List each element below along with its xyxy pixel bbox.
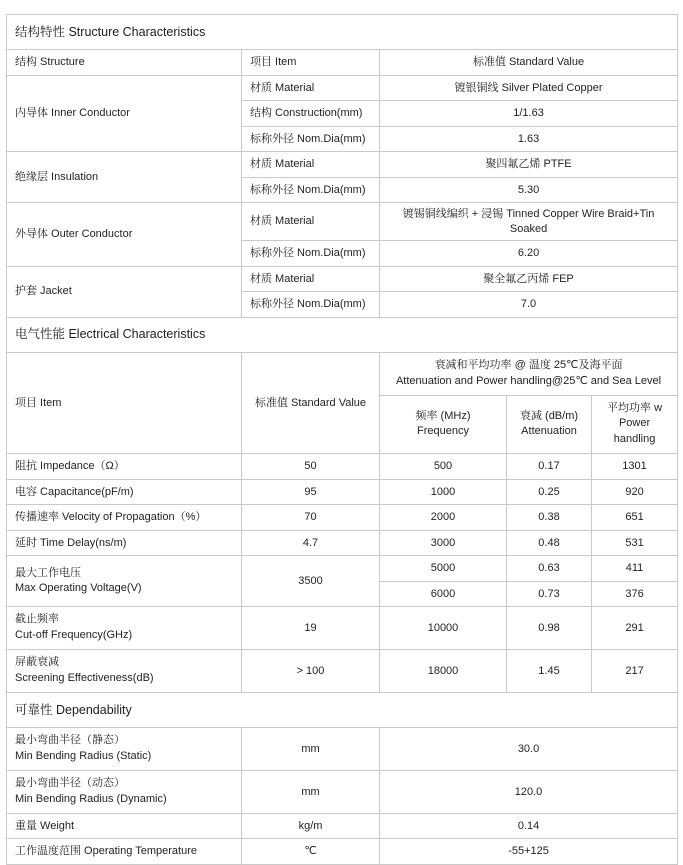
table-row: [7, 75, 678, 101]
power-value: 920: [592, 479, 678, 505]
electrical-item-value: 95: [242, 479, 380, 505]
item-label: 材质 Material: [242, 266, 380, 292]
item-label: 标称外径 Nom.Dia(mm): [242, 241, 380, 267]
power-value: 291: [592, 607, 678, 650]
frequency-value: 18000: [380, 650, 507, 693]
electrical-item-value: 4.7: [242, 530, 380, 556]
attenuation-value: 0.38: [507, 505, 592, 531]
electrical-item-value: 3500: [242, 556, 380, 607]
dependability-item-label: 工作温度范围 Operating Temperature: [7, 839, 242, 865]
item-value: 6.20: [380, 241, 678, 267]
electrical-item-value: > 100: [242, 650, 380, 693]
electrical-item-label-en: Screening Effectiveness(dB): [15, 672, 154, 685]
column-header-attenuation: [507, 395, 592, 454]
power-value: 651: [592, 505, 678, 531]
power-label-zh: 平均功率 w: [607, 401, 663, 414]
table-row: [7, 607, 678, 650]
table-row: [7, 556, 678, 582]
table-row: [7, 505, 678, 531]
attenuation-value: 0.98: [507, 607, 592, 650]
item-label: 结构 Construction(mm): [242, 101, 380, 127]
attenuation-value: 0.73: [507, 581, 592, 607]
table-row: [7, 530, 678, 556]
dependability-item-label: [7, 771, 242, 814]
section-header-row-dependability: [7, 693, 678, 728]
electrical-item-label: 延时 Time Delay(ns/m): [7, 530, 242, 556]
table-row: [7, 203, 678, 241]
dependability-item-label: [7, 728, 242, 771]
item-value: 5.30: [380, 177, 678, 203]
dependability-value: 120.0: [380, 771, 678, 814]
electrical-item-label: 电容 Capacitance(pF/m): [7, 479, 242, 505]
electrical-item-label-en: Cut-off Frequency(GHz): [15, 629, 133, 642]
dependability-label-en: Min Bending Radius (Static): [15, 750, 152, 763]
item-value: 镀锡铜线编织 + 浸锡 Tinned Copper Wire Braid+Tin Soaked: [380, 203, 678, 241]
table-row: [7, 479, 678, 505]
frequency-value: 3000: [380, 530, 507, 556]
section-title-structure: 结构特性 Structure Characteristics: [7, 15, 678, 50]
dependability-label-zh: 最小弯曲半径（动态）: [15, 777, 125, 790]
dependability-value: 0.14: [380, 813, 678, 839]
item-value: 镀银铜线 Silver Plated Copper: [380, 75, 678, 101]
table-row: [7, 650, 678, 693]
item-label: 标称外径 Nom.Dia(mm): [242, 292, 380, 318]
electrical-item-value: 50: [242, 454, 380, 480]
table-row: [7, 771, 678, 814]
table-header-row-electrical-group: [7, 352, 678, 395]
power-label-en-2: handling: [613, 433, 656, 446]
frequency-value: 2000: [380, 505, 507, 531]
column-header-standard-value: 标准值 Standard Value: [242, 352, 380, 454]
table-row: [7, 839, 678, 865]
attenuation-group-label-zh: 衰减和平均功率 @ 温度 25℃及海平面: [434, 358, 623, 371]
column-header-power-handling: [592, 395, 678, 454]
electrical-item-label-zh: 最大工作电压: [15, 566, 81, 579]
item-value: 1/1.63: [380, 101, 678, 127]
power-value: 411: [592, 556, 678, 582]
column-header-structure: 结构 Structure: [7, 50, 242, 76]
attenuation-value: 0.25: [507, 479, 592, 505]
electrical-item-label-zh: 截止频率: [15, 613, 59, 626]
table-row: [7, 266, 678, 292]
column-header-item: 项目 Item: [7, 352, 242, 454]
frequency-value: 6000: [380, 581, 507, 607]
item-label: 材质 Material: [242, 75, 380, 101]
attenuation-group-label-en: Attenuation and Power handling@25℃ and Sea Level: [395, 374, 662, 387]
item-value: 聚全氟乙丙烯 FEP: [380, 266, 678, 292]
electrical-item-value: 19: [242, 607, 380, 650]
dependability-unit: kg/m: [242, 813, 380, 839]
dependability-unit: mm: [242, 728, 380, 771]
attenuation-value: 0.17: [507, 454, 592, 480]
electrical-item-label: [7, 556, 242, 607]
power-value: 376: [592, 581, 678, 607]
power-value: 531: [592, 530, 678, 556]
electrical-item-label: 阻抗 Impedance（Ω）: [7, 454, 242, 480]
item-label: 标称外径 Nom.Dia(mm): [242, 126, 380, 152]
item-value: 1.63: [380, 126, 678, 152]
dependability-unit: mm: [242, 771, 380, 814]
frequency-value: 10000: [380, 607, 507, 650]
item-value: 聚四氟乙烯 PTFE: [380, 152, 678, 178]
column-header-standard-value: 标准值 Standard Value: [380, 50, 678, 76]
electrical-item-value: 70: [242, 505, 380, 531]
dependability-item-label: 重量 Weight: [7, 813, 242, 839]
electrical-item-label: [7, 607, 242, 650]
attenuation-value: 0.48: [507, 530, 592, 556]
table-row: [7, 728, 678, 771]
item-value: 7.0: [380, 292, 678, 318]
section-title-electrical: 电气性能 Electrical Characteristics: [7, 317, 678, 352]
table-row: [7, 813, 678, 839]
column-header-attenuation-group: [380, 352, 678, 395]
frequency-label-zh: 频率 (MHz): [415, 409, 471, 422]
column-header-frequency: [380, 395, 507, 454]
frequency-label-en: Frequency: [417, 425, 469, 438]
section-header-row-electrical: [7, 317, 678, 352]
column-header-item: 项目 Item: [242, 50, 380, 76]
electrical-item-label: 传播速率 Velocity of Propagation（%）: [7, 505, 242, 531]
attenuation-label-zh: 衰减 (dB/m): [519, 409, 579, 422]
dependability-value: -55+125: [380, 839, 678, 865]
specification-table: [6, 14, 678, 865]
section-title-dependability: 可靠性 Dependability: [7, 693, 678, 728]
structure-group-inner-conductor: 内导体 Inner Conductor: [7, 75, 242, 152]
attenuation-value: 1.45: [507, 650, 592, 693]
power-value: 1301: [592, 454, 678, 480]
electrical-item-label-zh: 屏蔽衰减: [15, 656, 59, 669]
frequency-value: 5000: [380, 556, 507, 582]
dependability-label-zh: 最小弯曲半径（静态）: [15, 734, 125, 747]
frequency-value: 1000: [380, 479, 507, 505]
item-label: 材质 Material: [242, 152, 380, 178]
attenuation-label-en: Attenuation: [521, 425, 577, 438]
dependability-label-en: Min Bending Radius (Dynamic): [15, 793, 167, 806]
structure-group-jacket: 护套 Jacket: [7, 266, 242, 317]
attenuation-value: 0.63: [507, 556, 592, 582]
table-header-row-structure: [7, 50, 678, 76]
power-value: 217: [592, 650, 678, 693]
dependability-value: 30.0: [380, 728, 678, 771]
section-header-row-structure: [7, 15, 678, 50]
electrical-item-label: [7, 650, 242, 693]
item-label: 标称外径 Nom.Dia(mm): [242, 177, 380, 203]
frequency-value: 500: [380, 454, 507, 480]
structure-group-insulation: 绝缘层 Insulation: [7, 152, 242, 203]
structure-group-outer-conductor: 外导体 Outer Conductor: [7, 203, 242, 267]
item-label: 材质 Material: [242, 203, 380, 241]
dependability-unit: ℃: [242, 839, 380, 865]
table-row: [7, 454, 678, 480]
power-label-en-1: Power: [618, 417, 651, 430]
electrical-item-label-en: Max Operating Voltage(V): [15, 582, 142, 595]
table-row: [7, 152, 678, 178]
